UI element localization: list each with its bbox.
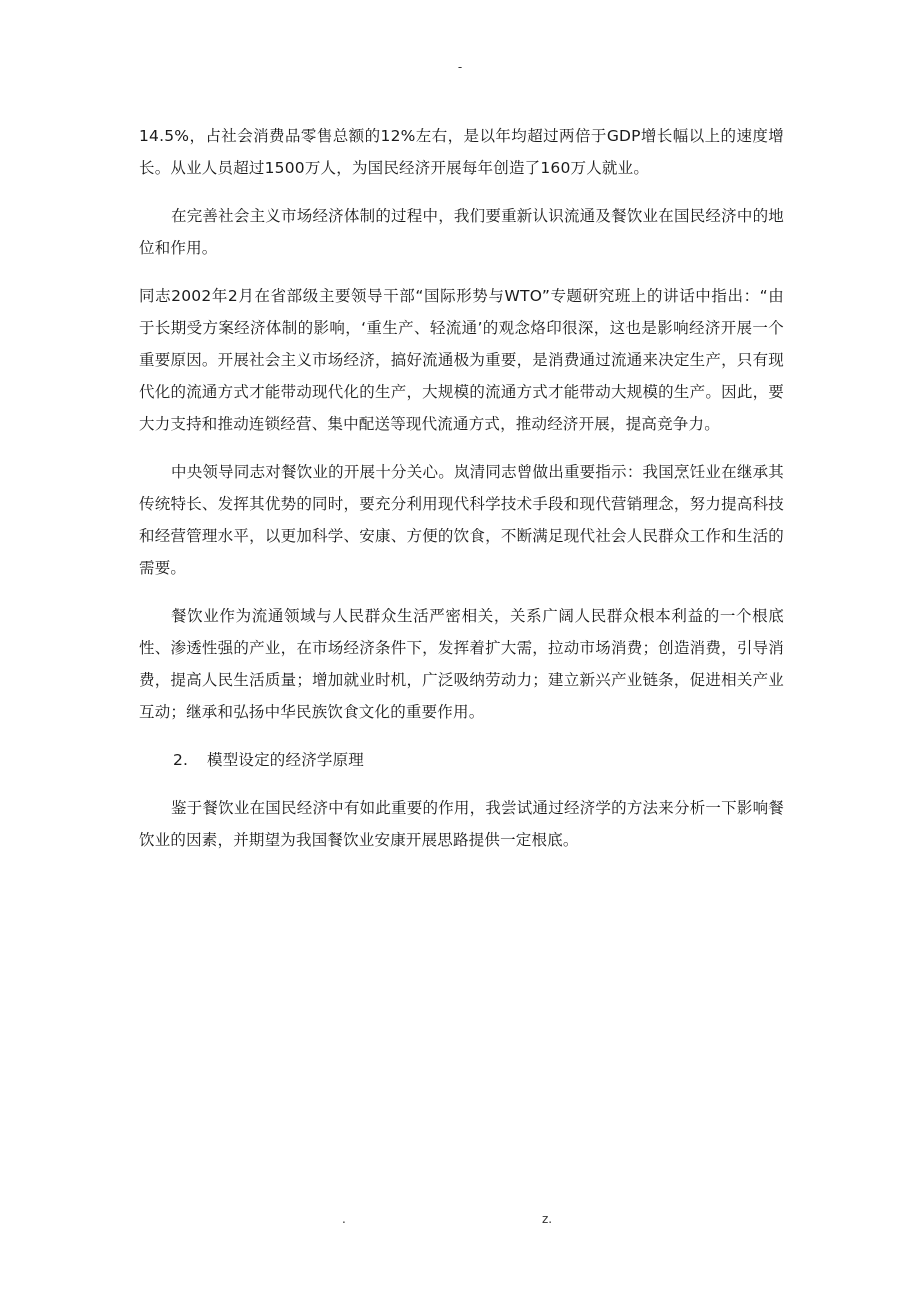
footer-left-mark: . — [342, 1212, 346, 1226]
document-body — [139, 120, 784, 872]
paragraph-method: 鉴于餐饮业在国民经济中有如此重要的作用，我尝试通过经济学的方法来分析一下影响餐饮业的因素，并期望为我国餐饮业安康开展思路提供一定根底。 — [139, 799, 784, 849]
page-header-mark: - — [457, 60, 463, 74]
paragraph-speech-quote: 同志2002年2月在省部级主要领导干部“国际形势与WTO”专题研究班上的讲话中指出：“由于长期受方案经济体制的影响，‘重生产、轻流通’的观念烙印很深，这也是影响经济开展一个重要原因。开展社会主义市场经济，搞好流通极为重要，是消费通过流通来决定生产，只有现代化的流通方式才能带动现代化的生产，大规模的流通方式才能带动大规模的生产。因此，要大力支持和推动连锁经营、集中配送等现代流通方式，推动经济开展，提高竞争力。 — [139, 287, 784, 433]
section-title: 模型设定的经济学原理 — [207, 751, 365, 769]
section-number: 2. — [173, 751, 189, 769]
paragraph-circulation-role: 在完善社会主义市场经济体制的过程中，我们要重新认识流通及餐饮业在国民经济中的地位和作用。 — [139, 207, 784, 257]
section-heading — [139, 744, 784, 776]
paragraph-industry-role: 餐饮业作为流通领域与人民群众生活严密相关，关系广阔人民群众根本利益的一个根底性、渗透性强的产业，在市场经济条件下，发挥着扩大需，拉动市场消费；创造消费，引导消费，提高人民生活质量；增加就业时机，广泛吸纳劳动力；建立新兴产业链条，促进相关产业互动；继承和弘扬中华民族饮食文化的重要作用。 — [139, 607, 784, 721]
footer-right-mark: z. — [542, 1212, 553, 1226]
paragraph-continuation: 14.5%，占社会消费品零售总额的12%左右，是以年均超过两倍于GDP增长幅以上的速度增长。从业人员超过1500万人，为国民经济开展每年创造了160万人就业。 — [139, 127, 784, 177]
paragraph-leadership-attention: 中央领导同志对餐饮业的开展十分关心。岚清同志曾做出重要指示：我国烹饪业在继承其传统特长、发挥其优势的同时，要充分利用现代科学技术手段和现代营销理念，努力提高科技和经营管理水平，以更加科学、安康、方便的饮食，不断满足现代社会人民群众工作和生活的需要。 — [139, 463, 784, 577]
